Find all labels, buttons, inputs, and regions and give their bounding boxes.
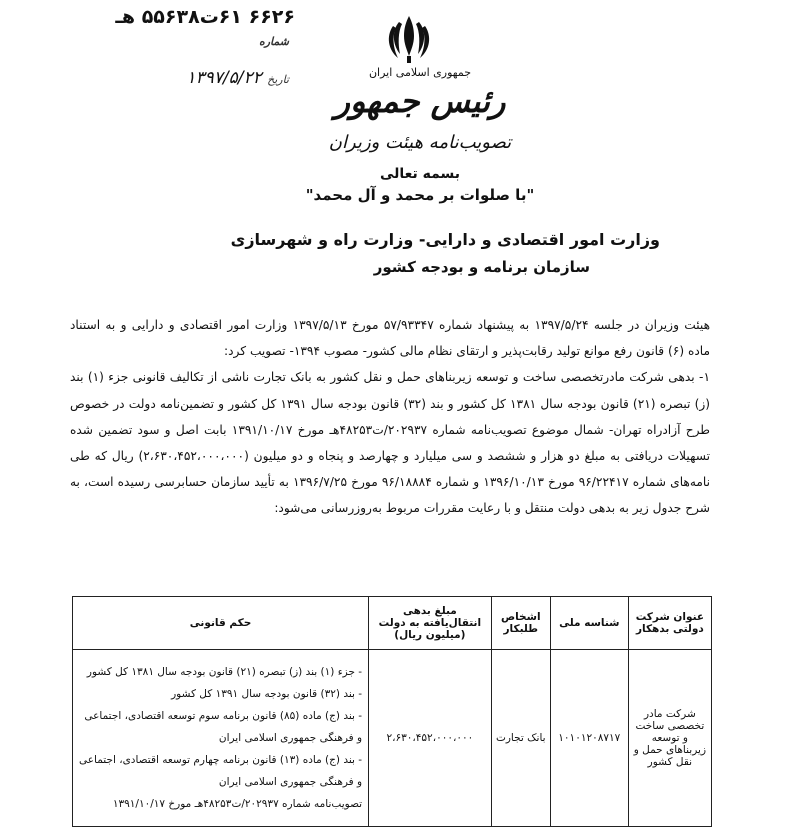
- table-header-company: عنوان شرکت دولتی بدهکار: [628, 597, 711, 650]
- republic-title: جمهوری اسلامی ایران: [368, 66, 472, 79]
- salawat-line: "با صلوات بر محمد و آل محمد": [305, 186, 535, 204]
- decree-paragraph-intro: هیئت وزیران در جلسه ۱۳۹۷/۵/۲۴ به پیشنهاد شماره ۵۷/۹۳۳۴۷ مورخ ۱۳۹۷/۵/۱۳ وزارت امور اقتصادی و دارایی و به استناد ماده (۶) قانون رفع موانع تولید رقابت‌پذیر و ارتقای نظام مالی کشور- مصوب ۱۳۹۴- تصویب کرد:: [70, 318, 711, 359]
- debt-transfer-table: [72, 596, 712, 827]
- letter-number-value: ۶۶۲۶ ۶۱ت۵۵۶۳۸ هـ: [115, 6, 295, 28]
- legal-line: و فرهنگی جمهوری اسلامی ایران: [218, 732, 363, 744]
- table-header-national-id: شناسه ملی: [550, 597, 628, 650]
- table-header-legal: حکم قانونی: [73, 597, 369, 650]
- letter-date-value: ۱۳۹۷/۵/۲۲: [186, 68, 262, 88]
- cell-national-id: ۱۰۱۰۱۲۰۸۷۱۷: [550, 650, 628, 827]
- cabinet-decree-title: تصویب‌نامه هیئت وزیران: [328, 132, 512, 153]
- decree-paragraph-clause-1: ۱- بدهی شرکت مادرتخصصی ساخت و توسعه زیربناهای حمل و نقل کشور به بانک تجارت ناشی از تکالیف قانونی جزء (۱) بند (ز) تبصره (۲۱) قانون بودجه سال ۱۳۸۱ کل کشور و بند (۳۲) قانون بودجه سال ۱۳۹۱ کل کشور و تضمین‌نامه دولت در خصوص طرح آزادراه تهران- شمال موضوع تصویب‌نامه شماره ۲۰۲۹۳۷/ت۴۸۲۵۳هـ مورخ ۱۳۹۱/۱۰/۱۷ بابت اصل و سود تضمین شده تسهیلات دریافتی به مبلغ دو هزار و ششصد و سی میلیارد و چهارصد و پنجاه و دو میلیون (۲،۶۳۰،۴۵۲،۰۰۰،۰۰۰) ریال که طی نامه‌های شماره ۹۶/۲۲۴۱۷ مورخ ۱۳۹۶/۱۰/۱۳ و شماره ۹۶/۱۸۸۸۴ مورخ ۱۳۹۶/۷/۲۵ به تأیید سازمان حسابرسی رسیده است، به شرح جدول زیر به بدهی دولت منتقل و با رعایت مقررات مربوط به‌روزرسانی می‌شود:: [70, 370, 711, 516]
- bismillah-line: بسمه تعالی: [379, 166, 461, 182]
- table-row: [73, 650, 712, 827]
- cell-company: شرکت مادر تخصصی ساخت و توسعه زیربناهای حمل و نقل کشور: [628, 650, 711, 827]
- decree-body: [70, 312, 710, 522]
- addressee-organization: سازمان برنامه و بودجه کشور: [373, 258, 590, 276]
- cell-creditor: بانک تجارت: [491, 650, 550, 827]
- legal-line: تصویب‌نامه شماره ۲۰۲۹۳۷/ت۴۸۲۵۳هـ مورخ ۱۳۹۱/۱۰/۱۷: [112, 798, 363, 810]
- addressee-ministries: وزارت امور اقتصادی و دارایی- وزارت راه و شهرسازی: [230, 230, 660, 249]
- legal-line: - جزء (۱) بند (ز) تبصره (۲۱) قانون بودجه سال ۱۳۸۱ کل کشور: [86, 666, 363, 678]
- legal-line: - بند (۳۲) قانون بودجه سال ۱۳۹۱ کل کشور: [171, 688, 363, 700]
- table-header-amount: مبلغ بدهی انتقال‌یافته به دولت (میلیون ریال): [369, 597, 492, 650]
- legal-line: - بند (ج) ماده (۱۳) قانون برنامه چهارم توسعه اقتصادی، اجتماعی: [79, 754, 363, 766]
- letter-number: [95, 6, 295, 50]
- letter-date-label: تاریخ: [267, 73, 289, 86]
- iran-emblem-icon: [386, 12, 432, 64]
- table-header-creditor: اشخاص طلبکار: [491, 597, 550, 650]
- letter-number-label: شماره: [258, 35, 289, 48]
- legal-line: و فرهنگی جمهوری اسلامی ایران: [218, 776, 363, 788]
- cell-legal-basis: [73, 650, 369, 827]
- president-title: رئیس جمهور: [334, 82, 506, 120]
- table-header-row: [73, 597, 712, 650]
- legal-line: - بند (ج) ماده (۸۵) قانون برنامه سوم توسعه اقتصادی، اجتماعی: [84, 710, 363, 722]
- cell-amount: ۲،۶۳۰،۴۵۲،۰۰۰،۰۰۰: [369, 650, 492, 827]
